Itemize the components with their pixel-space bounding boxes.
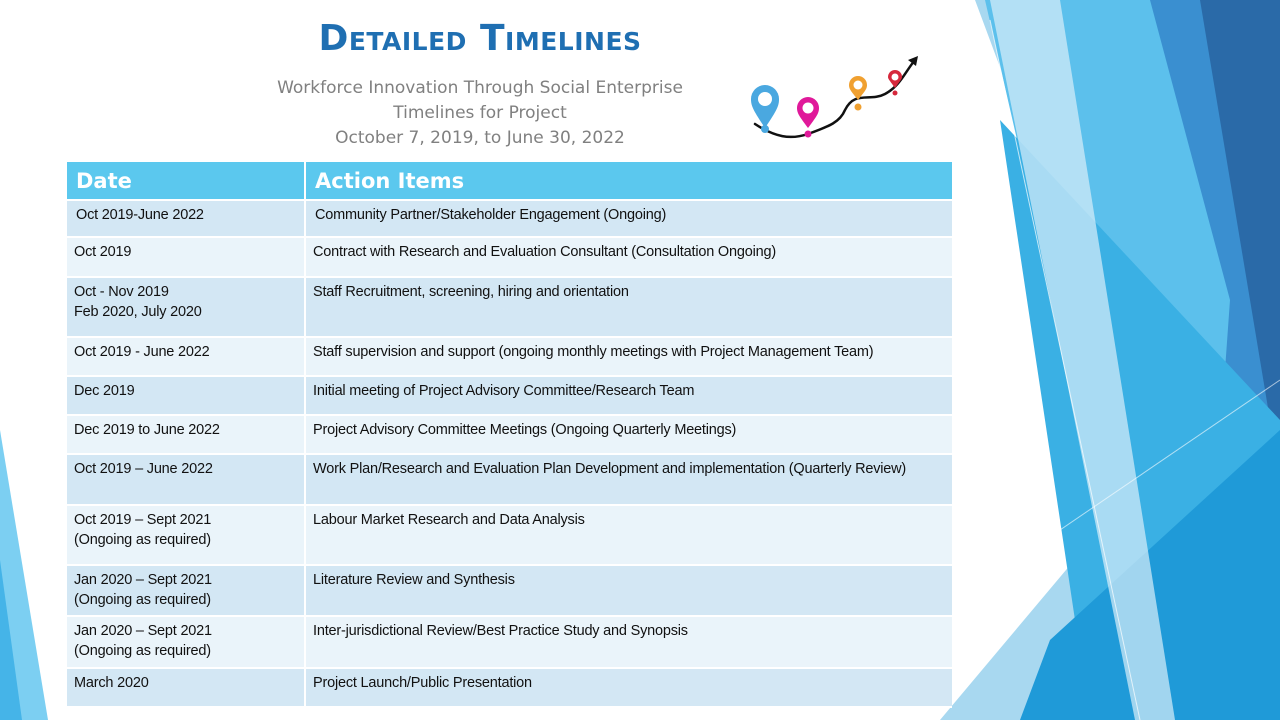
date-cell [67, 505, 305, 565]
date-cell [67, 237, 305, 277]
date-cell [67, 337, 305, 376]
date-text: (Ongoing as required) [74, 643, 211, 659]
action-items-column-header: Action Items [305, 162, 952, 200]
action-item-text: Initial meeting of Project Advisory Committee/Research Team [313, 383, 695, 399]
action-item-cell [305, 376, 952, 415]
subtitle-line: October 7, 2019, to June 30, 2022 [335, 128, 625, 148]
action-item-text: Contract with Research and Evaluation Consultant (Consultation Ongoing) [313, 244, 776, 260]
table-row [67, 277, 952, 337]
action-item-cell [305, 668, 952, 707]
date-cell [67, 376, 305, 415]
table-header-row [67, 162, 952, 200]
timeline-table-body [67, 200, 952, 707]
date-text: Feb 2020, July 2020 [74, 304, 202, 320]
slide-title: Detailed Timelines [318, 18, 642, 59]
date-column-header: Date [67, 162, 305, 200]
action-item-cell [305, 505, 952, 565]
date-cell [67, 565, 305, 616]
action-item-cell [305, 565, 952, 616]
action-item-cell [305, 454, 952, 505]
date-text: March 2020 [74, 675, 149, 691]
table-row [67, 415, 952, 454]
date-cell [67, 616, 305, 668]
date-text: Oct 2019 – Sept 2021 [74, 512, 212, 528]
table-row [67, 337, 952, 376]
date-text: Oct - Nov 2019 [74, 284, 169, 300]
action-item-cell [305, 415, 952, 454]
table-row [67, 376, 952, 415]
date-text: Oct 2019 [74, 244, 132, 260]
timeline-table [67, 162, 952, 708]
action-item-cell [305, 616, 952, 668]
action-item-text: Community Partner/Stakeholder Engagement (Ongoing) [315, 207, 667, 223]
action-item-cell [305, 277, 952, 337]
roadmap-pins-icon [745, 52, 925, 144]
slide-subtitle [230, 76, 730, 151]
action-item-text: Staff Recruitment, screening, hiring and orientation [313, 284, 629, 300]
table-row [67, 668, 952, 707]
action-item-text: Project Launch/Public Presentation [313, 675, 532, 691]
date-text: (Ongoing as required) [74, 592, 211, 608]
subtitle-line: Workforce Innovation Through Social Enterprise [277, 78, 683, 98]
date-cell [67, 277, 305, 337]
date-cell [67, 415, 305, 454]
action-item-text: Staff supervision and support (ongoing monthly meetings with Project Management Team) [313, 344, 874, 360]
date-text: Jan 2020 – Sept 2021 [74, 623, 212, 639]
date-text: (Ongoing as required) [74, 532, 211, 548]
action-item-text: Labour Market Research and Data Analysis [313, 512, 585, 528]
table-row [67, 616, 952, 668]
date-cell [67, 668, 305, 707]
action-item-text: Work Plan/Research and Evaluation Plan Development and implementation (Quarterly Review) [313, 461, 907, 477]
date-text: Oct 2019-June 2022 [76, 207, 204, 223]
table-row [67, 454, 952, 505]
date-text: Oct 2019 - June 2022 [74, 344, 210, 360]
table-row [67, 565, 952, 616]
table-row [67, 200, 952, 237]
date-text: Jan 2020 – Sept 2021 [74, 572, 212, 588]
action-item-text: Literature Review and Synthesis [313, 572, 515, 588]
table-row [67, 237, 952, 277]
date-text: Oct 2019 – June 2022 [74, 461, 213, 477]
date-cell [67, 454, 305, 505]
action-item-text: Inter-jurisdictional Review/Best Practice Study and Synopsis [313, 623, 688, 639]
map-pin-icon [751, 85, 779, 133]
action-item-cell [305, 337, 952, 376]
date-cell [67, 200, 305, 237]
date-text: Dec 2019 to June 2022 [74, 422, 220, 438]
action-item-text: Project Advisory Committee Meetings (Ongoing Quarterly Meetings) [313, 422, 737, 438]
subtitle-line: Timelines for Project [393, 103, 567, 123]
action-item-cell [305, 200, 952, 237]
action-item-cell [305, 237, 952, 277]
date-text: Dec 2019 [74, 383, 135, 399]
table-row [67, 505, 952, 565]
map-pin-icon [849, 76, 867, 111]
